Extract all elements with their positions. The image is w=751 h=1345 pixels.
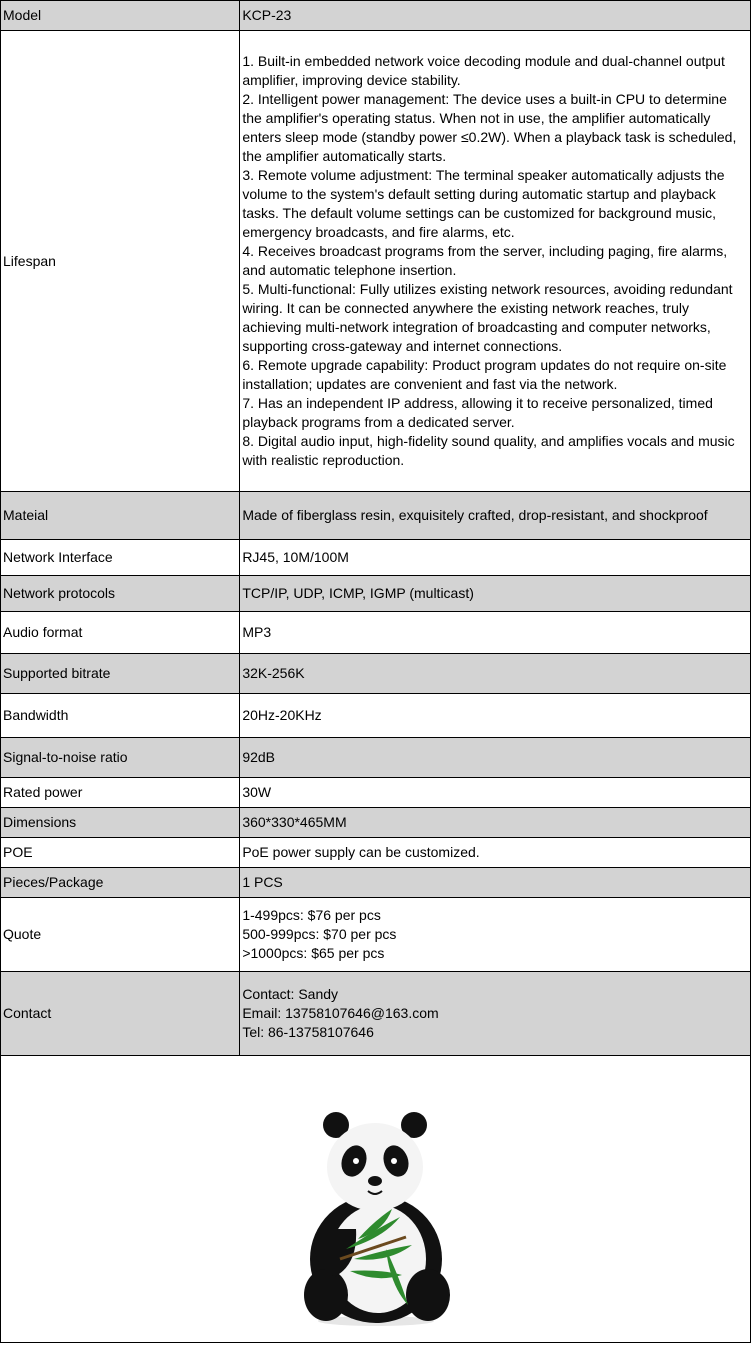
row-key: Mateial xyxy=(1,492,240,540)
row-key: Supported bitrate xyxy=(1,654,240,694)
quote-line: 1-499pcs: $76 per pcs xyxy=(242,907,381,923)
table-row xyxy=(1,540,751,576)
feature-line: 2. Intelligent power management: The device uses a built-in CPU to determine the amplifier's operating status. When not in use, the amplifier automatically enters sleep mode (standby power ≤0.2W). When a playback task is scheduled, the amplifier automatically starts. xyxy=(242,91,737,164)
row-value xyxy=(240,972,751,1056)
feature-line: 4. Receives broadcast programs from the server, including paging, fire alarms, and automatic telephone insertion. xyxy=(242,243,728,278)
row-value: Made of fiberglass resin, exquisitely crafted, drop-resistant, and shockproof xyxy=(240,492,751,540)
table-row xyxy=(1,612,751,654)
row-key: Rated power xyxy=(1,778,240,808)
quote-line: 500-999pcs: $70 per pcs xyxy=(242,926,397,942)
row-key: Lifespan xyxy=(1,31,240,492)
row-key: Pieces/Package xyxy=(1,868,240,898)
row-key: Contact xyxy=(1,972,240,1056)
image-row xyxy=(1,1056,751,1343)
row-value: PoE power supply can be customized. xyxy=(240,838,751,868)
row-key: POE xyxy=(1,838,240,868)
row-value: 30W xyxy=(240,778,751,808)
product-image-cell xyxy=(1,1056,751,1343)
table-row xyxy=(1,972,751,1056)
row-key: Network Interface xyxy=(1,540,240,576)
feature-line: 8. Digital audio input, high-fidelity sound quality, and amplifies vocals and music with realistic reproduction. xyxy=(242,433,735,468)
table-row xyxy=(1,694,751,738)
row-value: KCP-23 xyxy=(240,1,751,31)
row-key: Audio format xyxy=(1,612,240,654)
row-value: 360*330*465MM xyxy=(240,808,751,838)
row-key: Signal-to-noise ratio xyxy=(1,738,240,778)
panda-speaker-image xyxy=(296,1109,456,1327)
feature-line: 7. Has an independent IP address, allowing it to receive personalized, timed playback programs from a dedicated server. xyxy=(242,395,713,430)
table-row xyxy=(1,738,751,778)
table-row xyxy=(1,576,751,612)
table-row xyxy=(1,654,751,694)
row-value: MP3 xyxy=(240,612,751,654)
quote-line: >1000pcs: $65 per pcs xyxy=(242,945,385,961)
row-value: 20Hz-20KHz xyxy=(240,694,751,738)
table-row xyxy=(1,1,751,31)
table-row xyxy=(1,868,751,898)
table-row xyxy=(1,898,751,972)
feature-line: 5. Multi-functional: Fully utilizes existing network resources, avoiding redundant wiring. It can be connected anywhere the existing network reaches, truly achieving multi-network integration of broadcasting and computer networks, supporting cross-gateway and internet connections. xyxy=(242,281,733,354)
contact-line: Tel: 86-13758107646 xyxy=(242,1024,374,1040)
row-key: Bandwidth xyxy=(1,694,240,738)
row-key: Model xyxy=(1,1,240,31)
row-value: 32K-256K xyxy=(240,654,751,694)
row-key: Dimensions xyxy=(1,808,240,838)
feature-line: 3. Remote volume adjustment: The terminal speaker automatically adjusts the volume to the system's default setting during automatic startup and playback tasks. The default volume settings can be customized for background music, emergency broadcasts, and fire alarms, etc. xyxy=(242,167,725,240)
table-row xyxy=(1,31,751,492)
feature-line: 1. Built-in embedded network voice decoding module and dual-channel output amplifier, improving device stability. xyxy=(242,53,725,88)
table-row xyxy=(1,492,751,540)
row-key: Quote xyxy=(1,898,240,972)
table-row xyxy=(1,808,751,838)
row-value: 1 PCS xyxy=(240,868,751,898)
contact-line: Email: 13758107646@163.com xyxy=(242,1005,439,1021)
row-value: 92dB xyxy=(240,738,751,778)
contact-line: Contact: Sandy xyxy=(242,986,339,1002)
feature-line: 6. Remote upgrade capability: Product program updates do not require on-site installation; updates are convenient and fast via the network. xyxy=(242,357,727,392)
row-value: RJ45, 10M/100M xyxy=(240,540,751,576)
table-row xyxy=(1,778,751,808)
table-row xyxy=(1,838,751,868)
row-key: Network protocols xyxy=(1,576,240,612)
row-value xyxy=(240,898,751,972)
row-value xyxy=(240,31,751,492)
row-value: TCP/IP, UDP, ICMP, IGMP (multicast) xyxy=(240,576,751,612)
